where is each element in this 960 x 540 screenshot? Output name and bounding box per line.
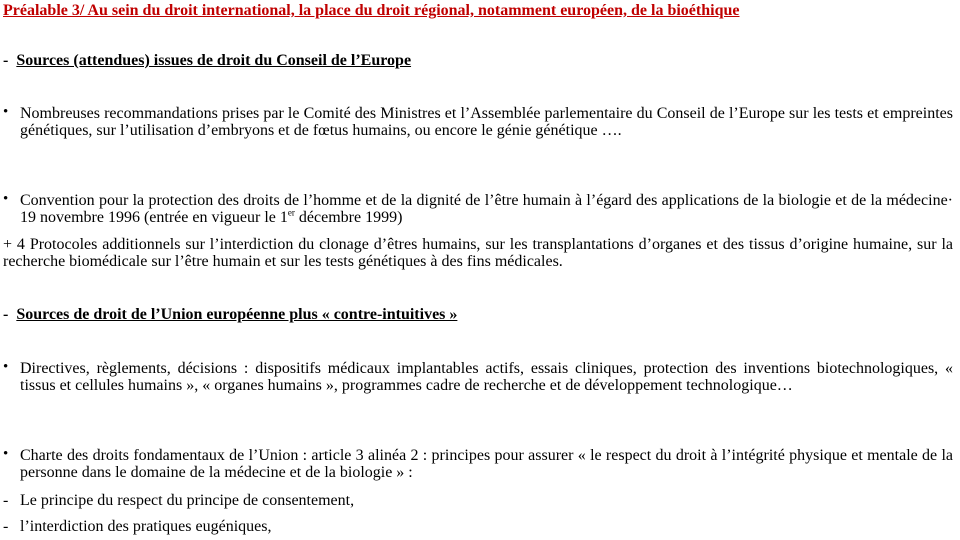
convention-date: · 19 novembre 1996 (entrée en vigueur le 1	[20, 192, 953, 226]
convention-text: Convention pour la protection des droits de l’homme et de la dignité de l’être humain à l’égard des applications de la biologie et de la médecine	[20, 192, 948, 209]
bullet-icon: •	[3, 446, 9, 462]
section-heading-text: Sources de droit de l’Union européenne plus « contre-intuitives »	[16, 306, 458, 323]
bullet-directives	[3, 360, 953, 394]
bullet-icon: •	[3, 104, 9, 120]
section-heading-european-union	[3, 306, 457, 323]
section-heading-text: Sources (attendues) issues de droit du Conseil de l’Europe	[16, 52, 412, 69]
bullet-text	[20, 192, 953, 226]
list-item-text: l’interdiction des pratiques eugéniques,	[20, 518, 272, 535]
section-heading-council-of-europe	[3, 52, 411, 69]
bullet-icon: •	[3, 359, 9, 375]
bullet-recommendations	[3, 105, 953, 139]
bullet-text: Nombreuses recommandations prises par le Comité des Ministres et l’Assemblée parlementaire du Conseil de l’Europe sur les tests et empreintes génétiques, sur l’utilisation d’embryons et de fœtus humains, ou encore le génie génétique ….	[20, 105, 953, 139]
list-item-eugenics	[3, 518, 271, 535]
list-item-consent	[3, 492, 354, 509]
slide-title: Préalable 3/ Au sein du droit international, la place du droit régional, notamment européen, de la bioéthique	[3, 2, 740, 19]
list-item-text: Le principe du respect du principe de consentement,	[20, 492, 355, 509]
dash-marker: -	[3, 518, 9, 535]
dash-marker: -	[3, 52, 9, 69]
bullet-text: Directives, règlements, décisions : dispositifs médicaux implantables actifs, essais cliniques, protection des inventions biotechnologiques, « tissus et cellules humains », « organes humains », programmes cadre de recherche et de développement technologique…	[20, 360, 953, 394]
bullet-convention	[3, 192, 953, 226]
protocols-paragraph: + 4 Protocoles additionnels sur l’interdiction du clonage d’êtres humains, sur les transplantations d’organes et des tissus d’origine humaine, sur la recherche biomédicale sur l’être humain et sur les tests génétiques à des fins médicales.	[3, 236, 953, 270]
bullet-icon: •	[3, 191, 9, 207]
dash-marker: -	[3, 306, 9, 323]
bullet-text: Charte des droits fondamentaux de l’Union : article 3 alinéa 2 : principes pour assurer « le respect du droit à l’intégrité physique et mentale de la personne dans le domaine de la médecine et de la biologie » :	[20, 447, 953, 481]
convention-date-end: décembre 1999)	[294, 209, 403, 226]
dash-marker: -	[3, 492, 9, 509]
ordinal-superscript: er	[287, 207, 295, 218]
bullet-charter	[3, 447, 953, 481]
